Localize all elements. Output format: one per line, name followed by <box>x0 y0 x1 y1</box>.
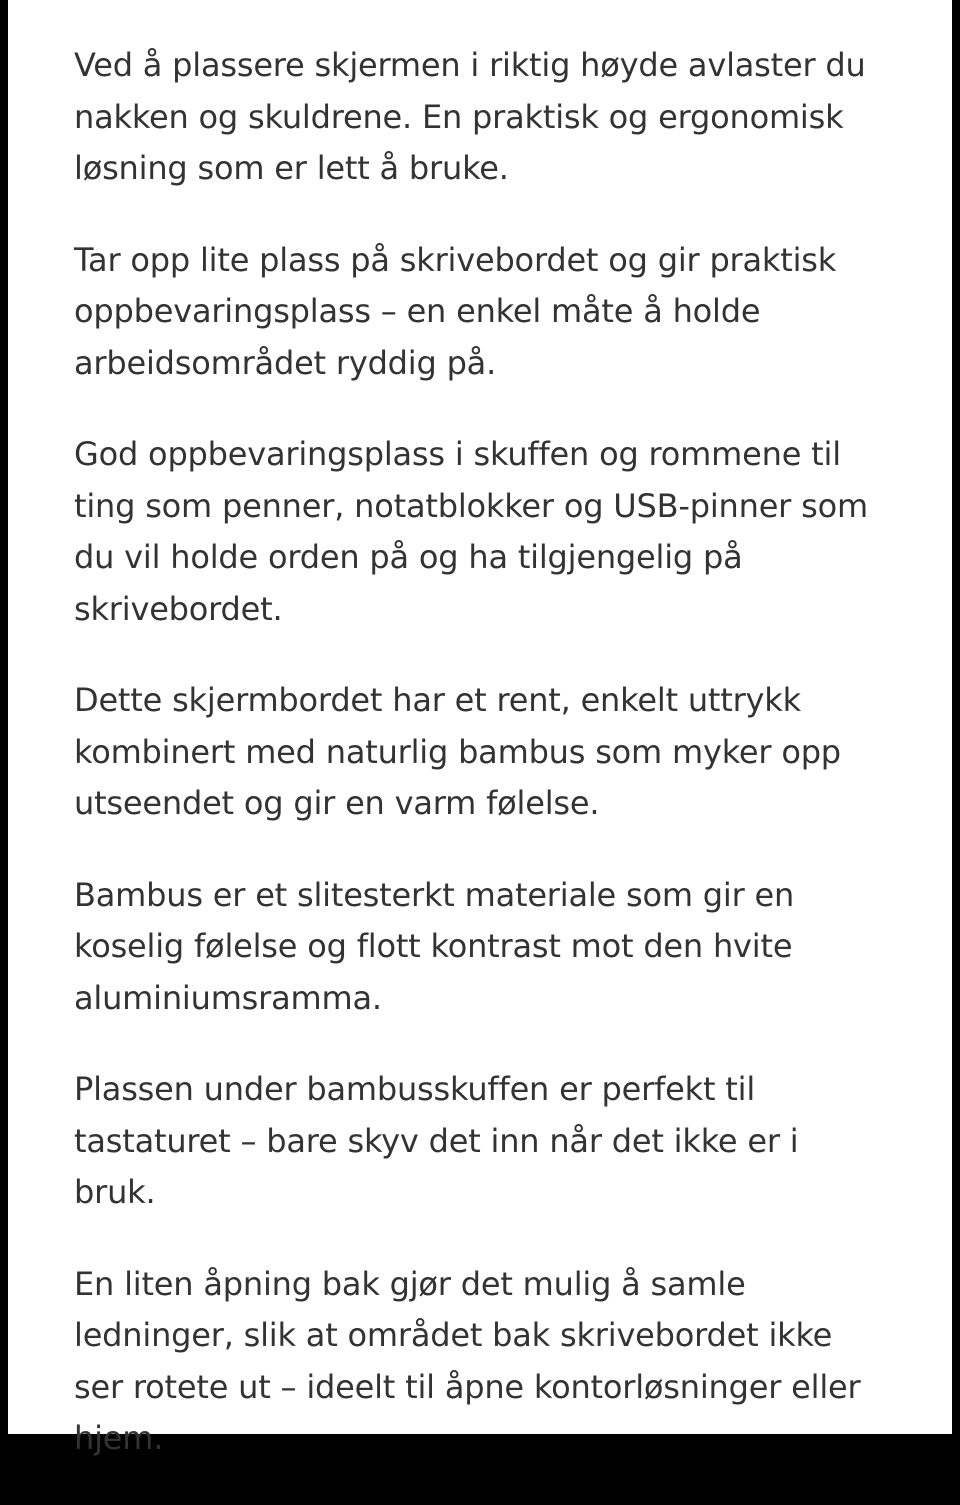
text-line: koselig følelse og flott kontrast mot den hvite <box>74 927 793 965</box>
text-line: Dette skjermbordet har et rent, enkelt uttrykk <box>74 681 801 719</box>
text-line: ting som penner, notatblokker og USB-pinner som <box>74 486 868 525</box>
text-line: tastaturet – bare skyv det inn når det ikke er i <box>74 1121 799 1160</box>
product-description-text <box>74 40 904 1505</box>
description-paragraph-space <box>74 235 904 390</box>
text-line: skrivebordet. <box>74 589 283 628</box>
text-line: nakken og skuldrene. En praktisk og ergonomisk <box>74 97 844 136</box>
text-line: bruk. <box>74 1173 156 1211</box>
description-paragraph-cables <box>74 1259 904 1465</box>
text-line: Bambus er et slitesterkt materiale som gir en <box>74 875 795 914</box>
product-description-page <box>8 0 952 1457</box>
text-line: Tar opp lite plass på skrivebordet og gir praktisk <box>74 240 837 279</box>
text-line: utseendet og gir en varm følelse. <box>74 784 600 822</box>
text-line: God oppbevaringsplass i skuffen og rommene til <box>74 435 841 473</box>
text-line: ledninger, slik at området bak skrivebordet ikke <box>74 1316 833 1354</box>
text-line: du vil holde orden på og ha tilgjengelig på <box>74 538 743 576</box>
text-line: aluminiumsramma. <box>74 978 382 1017</box>
text-line: En liten åpning bak gjør det mulig å samle <box>74 1264 746 1303</box>
text-line: ser rotete ut – ideelt til åpne kontorløsninger eller <box>74 1367 861 1406</box>
text-line: oppbevaringsplass – en enkel måte å holde <box>74 292 761 330</box>
description-paragraph-ergonomics <box>74 40 904 195</box>
text-line: løsning som er lett å bruke. <box>74 149 509 187</box>
text-line: kombinert med naturlig bambus som myker opp <box>74 732 841 771</box>
text-line: Plassen under bambusskuffen er perfekt til <box>74 1070 756 1108</box>
description-paragraph-storage <box>74 429 904 635</box>
text-line: hjem. <box>74 1419 164 1457</box>
description-paragraph-bamboo <box>74 870 904 1025</box>
text-line: arbeidsområdet ryddig på. <box>74 343 497 382</box>
description-paragraph-keyboard <box>74 1064 904 1219</box>
text-line: Ved å plassere skjermen i riktig høyde avlaster du <box>74 46 866 84</box>
description-paragraph-design <box>74 675 904 830</box>
